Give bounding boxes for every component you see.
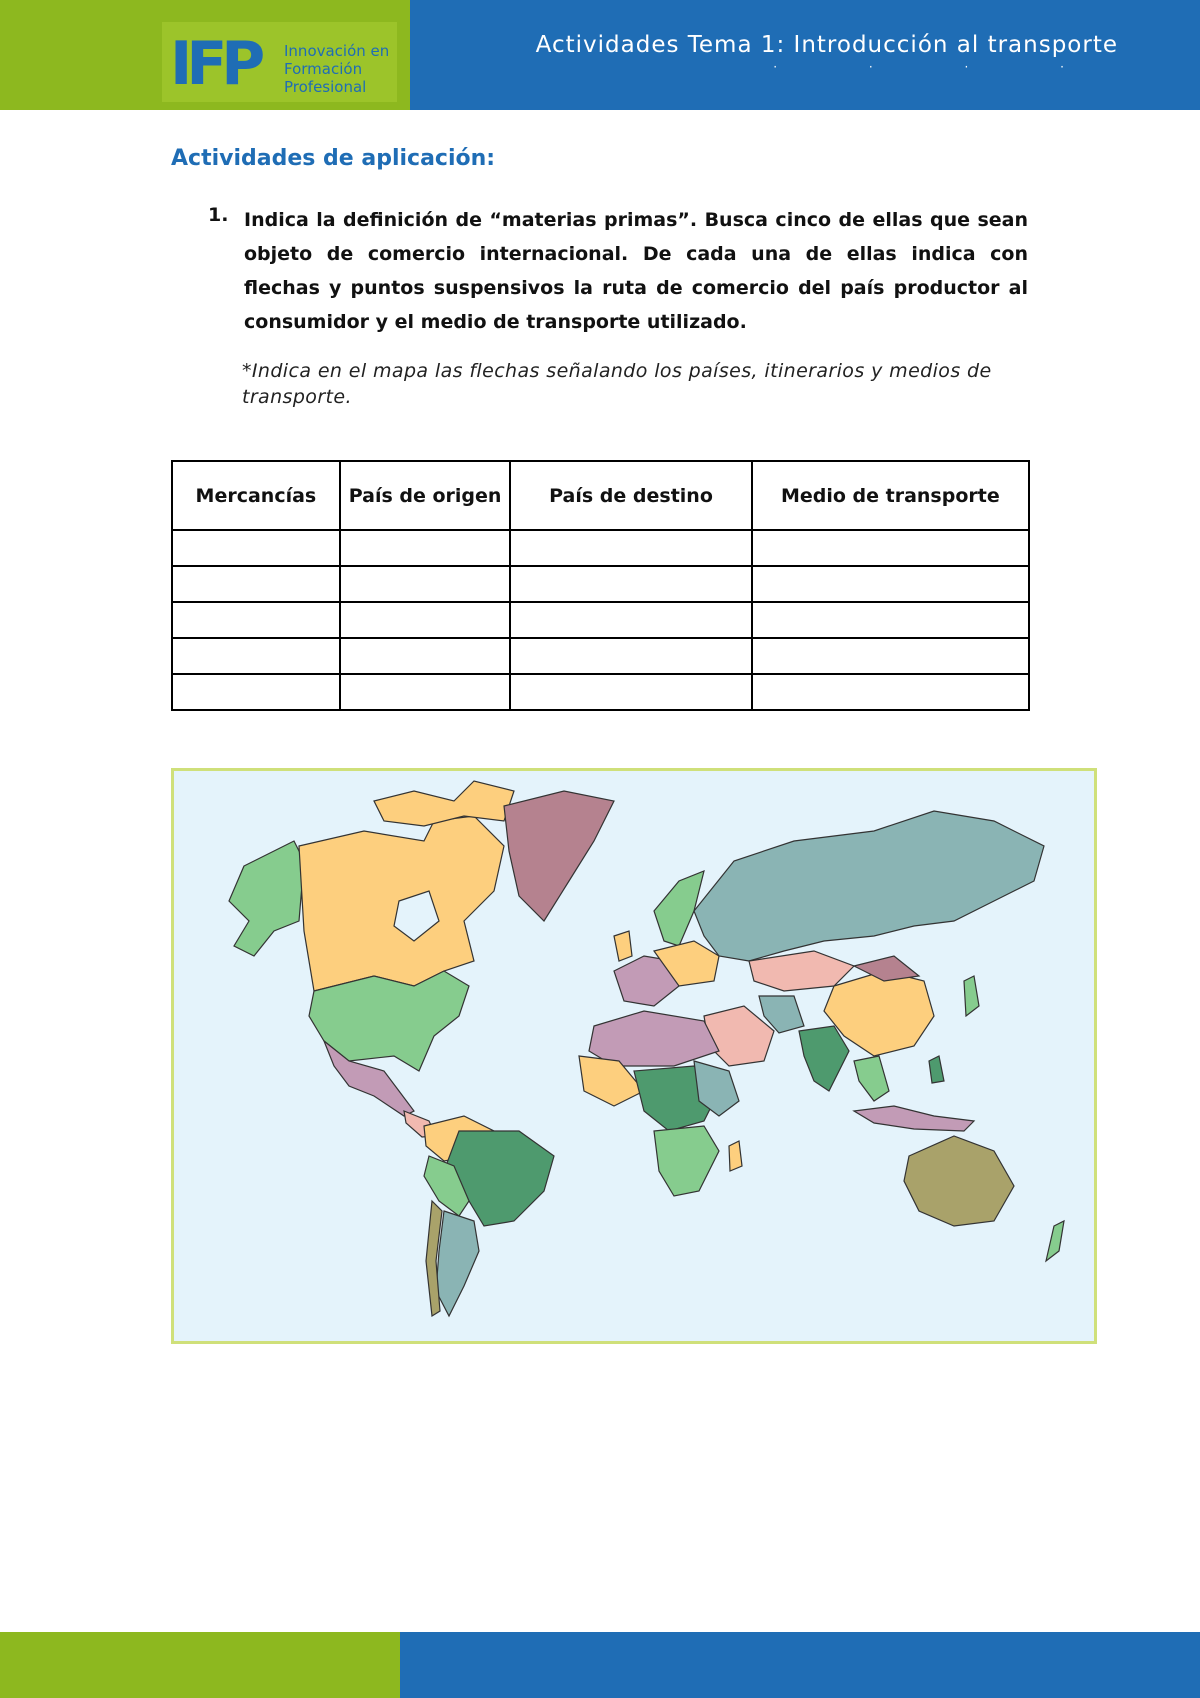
footer-blue-band bbox=[400, 1632, 1200, 1698]
column-header-pais-origen: País de origen bbox=[340, 461, 511, 530]
map-region-madagascar bbox=[729, 1141, 742, 1171]
table-row bbox=[172, 566, 1029, 602]
table-cell[interactable] bbox=[752, 566, 1029, 602]
table-row bbox=[172, 638, 1029, 674]
table-cell[interactable] bbox=[172, 638, 340, 674]
column-header-medio-transporte: Medio de transporte bbox=[752, 461, 1029, 530]
section-title: Actividades de aplicación: bbox=[171, 146, 496, 171]
table-cell[interactable] bbox=[752, 602, 1029, 638]
table-row bbox=[172, 530, 1029, 566]
table-row bbox=[172, 674, 1029, 710]
table-cell[interactable] bbox=[340, 638, 511, 674]
table-cell[interactable] bbox=[340, 566, 511, 602]
table-cell[interactable] bbox=[172, 530, 340, 566]
column-header-pais-destino: País de destino bbox=[510, 461, 751, 530]
world-map bbox=[171, 768, 1097, 1344]
table-cell[interactable] bbox=[172, 566, 340, 602]
table-cell[interactable] bbox=[172, 602, 340, 638]
table-cell[interactable] bbox=[172, 674, 340, 710]
logo bbox=[162, 22, 397, 102]
table-cell[interactable] bbox=[752, 530, 1029, 566]
table-cell[interactable] bbox=[510, 566, 751, 602]
column-header-mercancias: Mercancías bbox=[172, 461, 340, 530]
table-row bbox=[172, 602, 1029, 638]
table-cell[interactable] bbox=[340, 674, 511, 710]
table-cell[interactable] bbox=[510, 602, 751, 638]
table-cell[interactable] bbox=[510, 638, 751, 674]
question-number: 1. bbox=[208, 204, 229, 226]
table-cell[interactable] bbox=[752, 674, 1029, 710]
table-cell[interactable] bbox=[340, 530, 511, 566]
table-cell[interactable] bbox=[752, 638, 1029, 674]
table-cell[interactable] bbox=[510, 530, 751, 566]
document-title: Actividades Tema 1: Introducción al transporte bbox=[535, 32, 1118, 58]
answer-table bbox=[171, 460, 1030, 711]
question-text: Indica la definición de “materias primas”. Busca cinco de ellas que sean objeto de comercio internacional. De cada una de ellas indica con flechas y puntos suspensivos la ruta de comercio del país productor al consumidor y el medio de transporte utilizado. bbox=[244, 209, 1028, 333]
footer-green-band bbox=[0, 1632, 400, 1698]
header-dots: · · · · bbox=[773, 60, 1108, 74]
logo-text: Innovación en Formación Profesional bbox=[284, 42, 390, 96]
table-header-row bbox=[172, 461, 1029, 530]
question-note: *Indica en el mapa las flechas señalando los países, itinerarios y medios de transporte. bbox=[242, 360, 992, 408]
table-cell[interactable] bbox=[340, 602, 511, 638]
table-cell[interactable] bbox=[510, 674, 751, 710]
world-map-svg bbox=[174, 771, 1094, 1341]
logo-mark: IFP bbox=[170, 29, 260, 99]
